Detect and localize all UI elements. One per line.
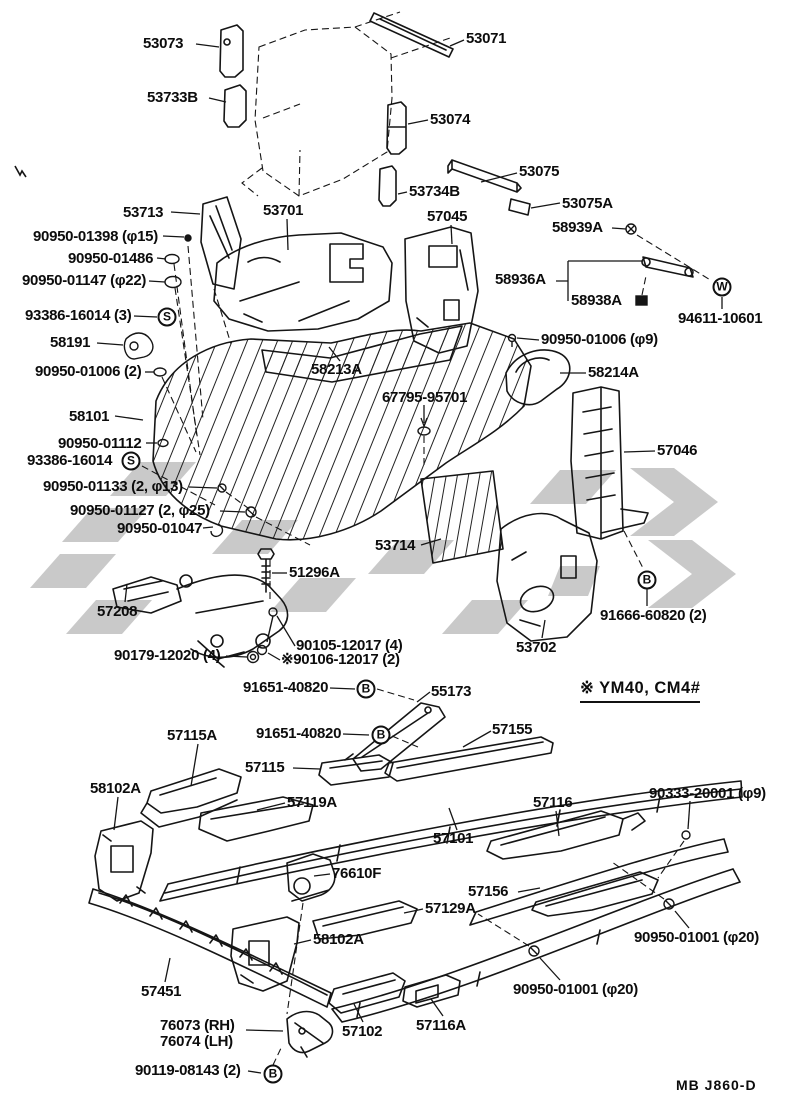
label-91651-40820: 91651-40820 [256, 725, 342, 742]
label-91651-40820: 91651-40820 [243, 679, 329, 696]
label-53713: 53713 [123, 204, 164, 221]
label-57129A: 57129A [425, 900, 476, 917]
label-58101: 58101 [69, 408, 110, 425]
label-58938A: 58938A [571, 292, 622, 309]
label-57208: 57208 [97, 603, 138, 620]
label-53701: 53701 [263, 202, 304, 219]
circled-letter-W: W [713, 278, 732, 297]
label-90950-01127-2-25: 90950-01127 (2, φ25) [70, 502, 210, 519]
label-90106-12017-2: ※90106-12017 (2) [281, 651, 400, 668]
circled-letter-B: B [372, 726, 391, 745]
label-58936A: 58936A [495, 271, 546, 288]
label-90333-20001-9: 90333-20001 (φ9) [649, 785, 766, 802]
label-53071: 53071 [466, 30, 507, 47]
label-90950-01001-20: 90950-01001 (φ20) [634, 929, 759, 946]
label-57102: 57102 [342, 1023, 383, 1040]
label-76610F: 76610F [332, 865, 382, 882]
label-57101: 57101 [433, 830, 474, 847]
label-67795-95701: 67795-95701 [382, 389, 468, 406]
label-90950-01112: 90950-01112 [58, 435, 142, 452]
label-58191: 58191 [50, 334, 91, 351]
label-90950-01486: 90950-01486 [68, 250, 154, 267]
circled-letter-S: S [122, 452, 141, 471]
label-55173: 55173 [431, 683, 472, 700]
label-90950-01006-9: 90950-01006 (φ9) [541, 331, 658, 348]
label-57116A: 57116A [416, 1017, 466, 1034]
label-58213A: 58213A [311, 361, 362, 378]
label-90950-01001-20: 90950-01001 (φ20) [513, 981, 638, 998]
label-53734B: 53734B [409, 183, 460, 200]
label-57115A: 57115A [167, 727, 217, 744]
label-94611-10601: 94611-10601 [678, 310, 763, 327]
label-57156: 57156 [468, 883, 509, 900]
label-90950-01398-15: 90950-01398 (φ15) [33, 228, 158, 245]
label-53075A: 53075A [562, 195, 613, 212]
label-53075: 53075 [519, 163, 560, 180]
label-57116: 57116 [533, 794, 573, 811]
label-53714: 53714 [375, 537, 416, 554]
label-90950-01133-2-13: 90950-01133 (2, φ13) [43, 478, 183, 495]
label-91666-60820-2: 91666-60820 (2) [600, 607, 707, 624]
label-57119A: 57119A [287, 794, 337, 811]
label-58102A: 58102A [313, 931, 364, 948]
label-51296A: 51296A [289, 564, 340, 581]
circled-letter-B: B [638, 571, 657, 590]
label-58102A: 58102A [90, 780, 141, 797]
label-53702: 53702 [516, 639, 557, 656]
circled-letter-B: B [357, 680, 376, 699]
circled-letter-B: B [264, 1065, 283, 1084]
label-57451: 57451 [141, 983, 182, 1000]
label-90105-12017-4: 90105-12017 (4) [296, 637, 403, 654]
label-90950-01047: 90950-01047 [117, 520, 203, 537]
label-57046: 57046 [657, 442, 698, 459]
label-58214A: 58214A [588, 364, 639, 381]
label-90950-01147-22: 90950-01147 (φ22) [22, 272, 147, 289]
label-57155: 57155 [492, 721, 533, 738]
label-76074-LH: 76074 (LH) [160, 1033, 233, 1050]
label-93386-16014-3: 93386-16014 (3) [25, 307, 132, 324]
label-90950-01006-2: 90950-01006 (2) [35, 363, 142, 380]
reference-note: ※ YM40, CM4# [580, 678, 700, 703]
label-58939A: 58939A [552, 219, 603, 236]
label-57045: 57045 [427, 208, 468, 225]
label-53733B: 53733B [147, 89, 198, 106]
label-57115: 57115 [245, 759, 285, 776]
label-90119-08143-2: 90119-08143 (2) [135, 1062, 241, 1079]
label-53073: 53073 [143, 35, 184, 52]
label-90179-12020-4: 90179-12020 (4) [114, 647, 221, 664]
drawing-code: MB J860-D [676, 1077, 757, 1093]
label-53074: 53074 [430, 111, 471, 128]
circled-letter-S: S [158, 308, 177, 327]
label-93386-16014: 93386-16014 [27, 452, 113, 469]
label-76073-RH: 76073 (RH) [160, 1017, 235, 1034]
